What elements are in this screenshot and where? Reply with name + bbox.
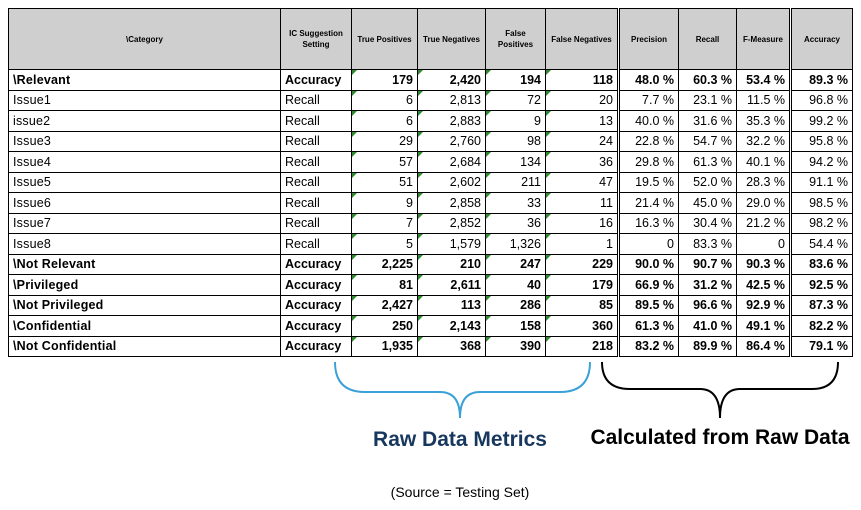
cell-fp: 134 [486,152,546,173]
cell-fn: 360 [546,316,619,337]
cell-tp: 2,225 [352,254,418,275]
cell-tp: 29 [352,131,418,152]
cell-tp: 7 [352,213,418,234]
cell-fp: 390 [486,336,546,357]
cell-fp: 9 [486,111,546,132]
cell-fmeasure: 49.1 % [737,316,791,337]
cell-precision: 22.8 % [619,131,679,152]
cell-tn: 368 [418,336,486,357]
cell-recall: 31.2 % [679,275,737,296]
cell-tp: 51 [352,172,418,193]
cell-accuracy: 95.8 % [791,131,853,152]
cell-tn: 2,684 [418,152,486,173]
calculated-bracket [602,362,838,418]
cell-precision: 16.3 % [619,213,679,234]
cell-tp: 250 [352,316,418,337]
cell-fn: 229 [546,254,619,275]
cell-precision: 83.2 % [619,336,679,357]
cell-recall: 60.3 % [679,70,737,91]
cell-category: Issue5 [9,172,281,193]
cell-setting: Accuracy [281,254,352,275]
cell-fmeasure: 90.3 % [737,254,791,275]
cell-setting: Recall [281,131,352,152]
cell-fmeasure: 11.5 % [737,90,791,111]
cell-fmeasure: 32.2 % [737,131,791,152]
cell-fn: 13 [546,111,619,132]
raw-data-source-note: (Source = Testing Set) [390,484,530,500]
cell-tp: 1,935 [352,336,418,357]
raw-data-metrics-label: Raw Data Metrics [373,428,547,451]
cell-recall: 54.7 % [679,131,737,152]
cell-fp: 1,326 [486,234,546,255]
cell-fmeasure: 21.2 % [737,213,791,234]
raw-data-bracket [335,362,590,418]
cell-tn: 2,611 [418,275,486,296]
cell-setting: Recall [281,213,352,234]
cell-setting: Recall [281,193,352,214]
cell-fmeasure: 42.5 % [737,275,791,296]
cell-recall: 83.3 % [679,234,737,255]
cell-fn: 179 [546,275,619,296]
cell-fmeasure: 53.4 % [737,70,791,91]
cell-setting: Recall [281,152,352,173]
cell-category: Issue8 [9,234,281,255]
cell-accuracy: 94.2 % [791,152,853,173]
header-false-negatives: False Negatives [546,9,619,70]
cell-category: Issue4 [9,152,281,173]
cell-accuracy: 96.8 % [791,90,853,111]
cell-recall: 31.6 % [679,111,737,132]
cell-setting: Accuracy [281,295,352,316]
cell-fp: 33 [486,193,546,214]
cell-accuracy: 98.2 % [791,213,853,234]
cell-tp: 2,427 [352,295,418,316]
cell-tn: 2,143 [418,316,486,337]
header-recall: Recall [679,9,737,70]
cell-tn: 2,883 [418,111,486,132]
cell-tn: 2,760 [418,131,486,152]
cell-setting: Accuracy [281,336,352,357]
cell-fmeasure: 28.3 % [737,172,791,193]
cell-category: Issue1 [9,90,281,111]
cell-tn: 2,420 [418,70,486,91]
cell-recall: 23.1 % [679,90,737,111]
cell-category: \Not Privileged [9,295,281,316]
cell-fn: 36 [546,152,619,173]
cell-precision: 19.5 % [619,172,679,193]
header-false-positives: False Positives [486,9,546,70]
cell-fn: 1 [546,234,619,255]
cell-tp: 57 [352,152,418,173]
cell-tp: 6 [352,111,418,132]
cell-accuracy: 83.6 % [791,254,853,275]
cell-fn: 47 [546,172,619,193]
cell-recall: 30.4 % [679,213,737,234]
cell-fmeasure: 29.0 % [737,193,791,214]
cell-precision: 29.8 % [619,152,679,173]
cell-fn: 118 [546,70,619,91]
cell-tn: 2,858 [418,193,486,214]
cell-tp: 81 [352,275,418,296]
cell-category: issue2 [9,111,281,132]
cell-fn: 218 [546,336,619,357]
cell-fp: 211 [486,172,546,193]
header-category: \Category [9,9,281,70]
header-setting: IC Suggestion Setting [281,9,352,70]
cell-tn: 210 [418,254,486,275]
cell-setting: Recall [281,90,352,111]
cell-category: Issue6 [9,193,281,214]
calculated-metrics-label: Calculated from Raw Data [590,426,850,449]
cell-fmeasure: 86.4 % [737,336,791,357]
cell-recall: 41.0 % [679,316,737,337]
cell-fmeasure: 92.9 % [737,295,791,316]
cell-fn: 20 [546,90,619,111]
cell-setting: Recall [281,234,352,255]
cell-fn: 11 [546,193,619,214]
cell-accuracy: 92.5 % [791,275,853,296]
cell-category: Issue3 [9,131,281,152]
cell-tp: 5 [352,234,418,255]
cell-accuracy: 89.3 % [791,70,853,91]
cell-fp: 40 [486,275,546,296]
cell-category: \Relevant [9,70,281,91]
cell-tn: 2,602 [418,172,486,193]
cell-fn: 24 [546,131,619,152]
cell-tn: 113 [418,295,486,316]
cell-fp: 286 [486,295,546,316]
cell-tp: 9 [352,193,418,214]
cell-fp: 194 [486,70,546,91]
header-true-negatives: True Negatives [418,9,486,70]
cell-accuracy: 87.3 % [791,295,853,316]
cell-category: \Not Confidential [9,336,281,357]
cell-precision: 90.0 % [619,254,679,275]
cell-recall: 45.0 % [679,193,737,214]
cell-accuracy: 99.2 % [791,111,853,132]
cell-recall: 96.6 % [679,295,737,316]
cell-setting: Recall [281,111,352,132]
cell-setting: Recall [281,172,352,193]
cell-recall: 61.3 % [679,152,737,173]
cell-category: \Privileged [9,275,281,296]
cell-tn: 1,579 [418,234,486,255]
cell-setting: Accuracy [281,70,352,91]
header-precision: Precision [619,9,679,70]
cell-precision: 66.9 % [619,275,679,296]
header-f-measure: F-Measure [737,9,791,70]
cell-precision: 7.7 % [619,90,679,111]
header-true-positives: True Positives [352,9,418,70]
cell-accuracy: 54.4 % [791,234,853,255]
cell-category: \Confidential [9,316,281,337]
cell-tn: 2,813 [418,90,486,111]
cell-accuracy: 91.1 % [791,172,853,193]
cell-tp: 6 [352,90,418,111]
cell-precision: 61.3 % [619,316,679,337]
cell-category: Issue7 [9,213,281,234]
cell-fmeasure: 35.3 % [737,111,791,132]
cell-fn: 85 [546,295,619,316]
cell-tp: 179 [352,70,418,91]
cell-precision: 48.0 % [619,70,679,91]
header-accuracy: Accuracy [791,9,853,70]
cell-tn: 2,852 [418,213,486,234]
cell-fmeasure: 40.1 % [737,152,791,173]
cell-fp: 36 [486,213,546,234]
cell-recall: 90.7 % [679,254,737,275]
cell-fp: 98 [486,131,546,152]
cell-category: \Not Relevant [9,254,281,275]
cell-fp: 247 [486,254,546,275]
cell-recall: 89.9 % [679,336,737,357]
cell-precision: 0 [619,234,679,255]
cell-fn: 16 [546,213,619,234]
cell-accuracy: 79.1 % [791,336,853,357]
cell-fmeasure: 0 [737,234,791,255]
cell-setting: Accuracy [281,316,352,337]
cell-accuracy: 82.2 % [791,316,853,337]
cell-fp: 72 [486,90,546,111]
cell-accuracy: 98.5 % [791,193,853,214]
cell-fp: 158 [486,316,546,337]
cell-setting: Accuracy [281,275,352,296]
cell-recall: 52.0 % [679,172,737,193]
cell-precision: 40.0 % [619,111,679,132]
cell-precision: 89.5 % [619,295,679,316]
cell-precision: 21.4 % [619,193,679,214]
